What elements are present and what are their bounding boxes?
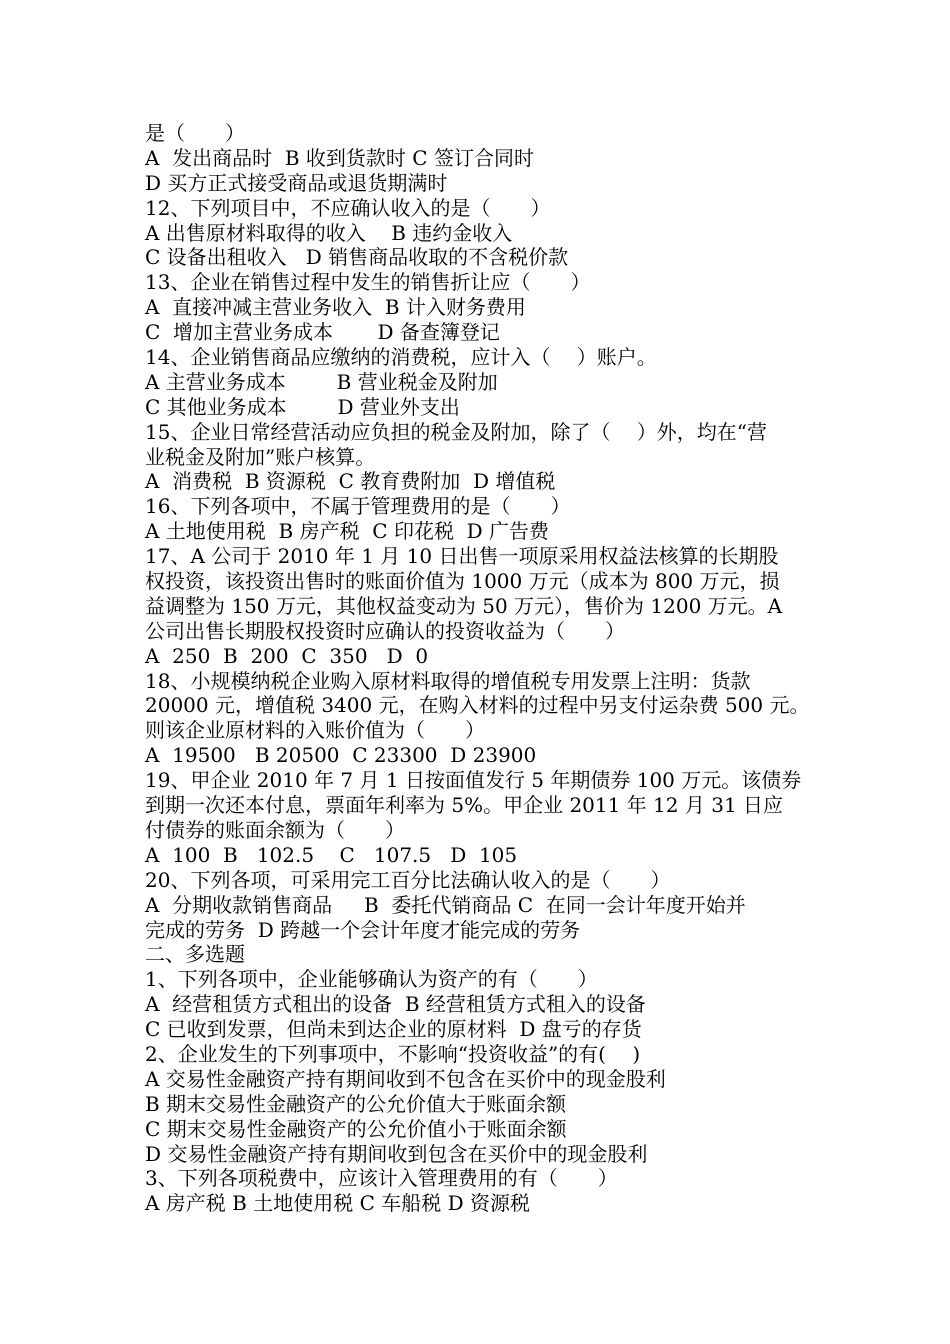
answer-options-line: A 消费税 B 资源税 C 教育费附加 D 增值税 xyxy=(145,469,556,494)
section-heading: 二、多选题 xyxy=(145,942,245,967)
question-text-line: 1、下列各项中，企业能够确认为资产的有（ ） xyxy=(145,967,598,992)
answer-options-line: A 19500 B 20500 C 23300 D 23900 xyxy=(145,743,537,768)
answer-options-line: C 增加主营业务成本 D 备查簿登记 xyxy=(145,320,500,345)
question-text-line: 业税金及附加”账户核算。 xyxy=(145,444,376,469)
answer-options-line: 完成的劳务 D 跨越一个会计年度才能完成的劳务 xyxy=(145,917,581,942)
question-text-line: 12、下列项目中，不应确认收入的是（ ） xyxy=(145,195,551,220)
answer-options-line: C 已收到发票，但尚未到达企业的原材料 D 盘亏的存货 xyxy=(145,1017,642,1042)
question-text-line: 益调整为 150 万元，其他权益变动为 50 万元），售价为 1200 万元。A xyxy=(145,593,783,618)
question-text-line: 19、甲企业 2010 年 7 月 1 日按面值发行 5 年期债券 100 万元。该债券 xyxy=(145,768,802,793)
question-text-line: 16、下列各项中，不属于管理费用的是（ ） xyxy=(145,494,571,519)
question-text-line: 20、下列各项，可采用完工百分比法确认收入的是（ ） xyxy=(145,867,671,892)
answer-options-line: A 交易性金融资产持有期间收到不包含在买价中的现金股利 xyxy=(145,1066,666,1091)
question-text-line: 18、小规模纳税企业购入原材料取得的增值税专用发票上注明：货款 xyxy=(145,668,751,693)
answer-options-line: C 其他业务成本 D 营业外支出 xyxy=(145,394,460,419)
question-text-line: 20000 元，增值税 3400 元，在购入材料的过程中另支付运杂费 500 元。 xyxy=(145,693,810,718)
answer-options-line: D 买方正式接受商品或退货期满时 xyxy=(145,170,448,195)
question-text-line: 权投资，该投资出售时的账面价值为 1000 万元（成本为 800 万元，损 xyxy=(145,569,780,594)
answer-options-line: A 经营租赁方式租出的设备 B 经营租赁方式租入的设备 xyxy=(145,992,646,1017)
question-text-line: 3、下列各项税费中，应该计入管理费用的有（ ） xyxy=(145,1166,618,1191)
answer-options-line: A 出售原材料取得的收入 B 违约金收入 xyxy=(145,220,513,245)
question-text-line: 17、A 公司于 2010 年 1 月 10 日出售一项原采用权益法核算的长期股 xyxy=(145,544,779,569)
answer-options-line: D 交易性金融资产持有期间收到包含在买价中的现金股利 xyxy=(145,1141,648,1166)
answer-options-line: A 主营业务成本 B 营业税金及附加 xyxy=(145,369,498,394)
answer-options-line: A 直接冲减主营业务收入 B 计入财务费用 xyxy=(145,295,526,320)
answer-options-line: A 土地使用税 B 房产税 C 印花税 D 广告费 xyxy=(145,519,550,544)
answer-options-line: A 250 B 200 C 350 D 0 xyxy=(145,643,429,668)
answer-options-line: A 房产税 B 土地使用税 C 车船税 D 资源税 xyxy=(145,1191,530,1216)
answer-options-line: B 期末交易性金融资产的公允价值大于账面余额 xyxy=(145,1091,567,1116)
answer-options-line: A 100 B 102.5 C 107.5 D 105 xyxy=(145,842,518,867)
question-text-line: 付债券的账面余额为（ ） xyxy=(145,817,405,842)
question-text-line: 则该企业原材料的入账价值为（ ） xyxy=(145,718,485,743)
question-text-line: 是（ ） xyxy=(145,121,245,145)
answer-options-line: A 分期收款销售商品 B 委托代销商品 C 在同一会计年度开始并 xyxy=(145,892,746,917)
answer-options-line: A 发出商品时 B 收到货款时 C 签订合同时 xyxy=(145,145,534,170)
question-text-line: 公司出售长期股权投资时应确认的投资收益为（ ） xyxy=(145,618,625,643)
question-text-line: 2、企业发生的下列事项中，不影响“投资收益”的有( ) xyxy=(145,1041,641,1066)
question-text-line: 14、企业销售商品应缴纳的消费税，应计入（ ）账户。 xyxy=(145,345,657,370)
question-text-line: 到期一次还本付息，票面年利率为 5%。甲企业 2011 年 12 月 31 日应 xyxy=(145,793,784,818)
document-page xyxy=(145,121,817,1216)
question-text-line: 13、企业在销售过程中发生的销售折让应（ ） xyxy=(145,270,591,295)
question-text-line: 15、企业日常经营活动应负担的税金及附加，除了（ ）外，均在“营 xyxy=(145,419,768,444)
answer-options-line: C 设备出租收入 D 销售商品收取的不含税价款 xyxy=(145,245,569,270)
answer-options-line: C 期末交易性金融资产的公允价值小于账面余额 xyxy=(145,1116,567,1141)
